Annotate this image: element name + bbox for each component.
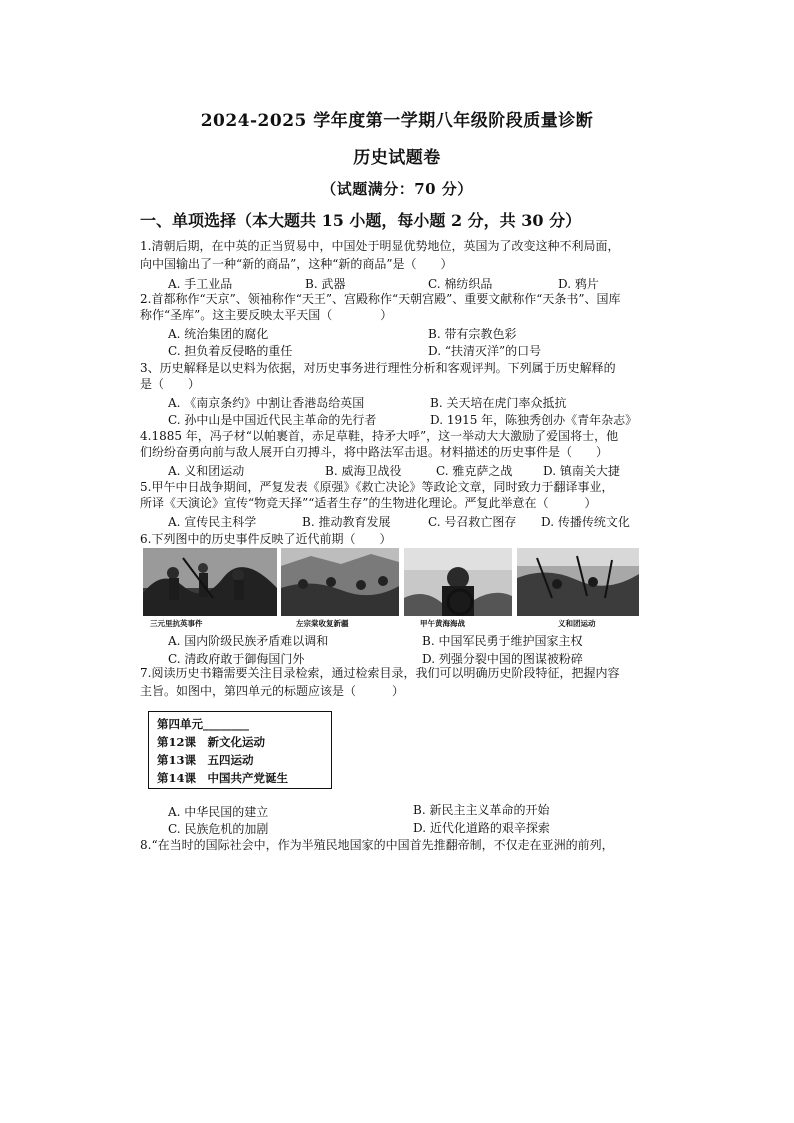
q3-line2: 是（ ） — [140, 377, 201, 391]
q6-option-b: B. 中国军民勇于维护国家主权 — [422, 634, 583, 648]
q6-option-c: C. 清政府敢于御侮国门外 — [168, 652, 305, 666]
caption-yellow-sea: 甲午黄海海战 — [420, 619, 465, 628]
q4-line1: 4.1885 年，冯子材“以帕裹首，赤足草鞋，持矛大呼”，这一举动大大激励了爱国将士，他 — [140, 429, 619, 443]
lesson-13: 第13课 五四运动 — [157, 753, 254, 767]
exam-subject: 历史试题卷 — [353, 148, 441, 168]
photo-zuozongtang — [281, 548, 399, 616]
exam-title: 2024-2025 学年度第一学期八年级阶段质量诊断 — [200, 111, 594, 131]
q4-option-a: A. 义和团运动 — [168, 464, 245, 478]
q7-line1: 7.阅读历史书籍需要关注目录检索，通过检索目录，我们可以明确历史阶段特征，把握内容 — [140, 666, 620, 680]
photo-sanyuanli — [143, 548, 277, 616]
q6-line1: 6.下列图中的历史事件反映了近代前期（ ） — [140, 532, 392, 546]
q5-option-d: D. 传播传统文化 — [541, 515, 630, 529]
q4-line2: 们纷纷奋勇向前与敌人展开白刃搏斗，将中路法军击退。材料描述的历史事件是（ ） — [140, 445, 609, 459]
q5-option-c: C. 号召救亡图存 — [428, 515, 517, 529]
caption-sanyuanli: 三元里抗英事件 — [150, 619, 203, 628]
table-of-contents-box — [148, 711, 332, 789]
q5-line2: 所译《天演论》宣传“物竞天择”“适者生存”的生物进化理论。严复此举意在（ ） — [140, 496, 597, 510]
caption-zuozongtang: 左宗棠收复新疆 — [296, 619, 349, 628]
q5-line1: 5.甲午中日战争期间，严复发表《原强》《救亡决论》等政论文章，同时致力于翻译事业， — [140, 480, 614, 494]
q1-option-c: C. 棉纺织品 — [428, 277, 493, 291]
q4-option-c: C. 雅克萨之战 — [436, 464, 513, 478]
caption-boxer: 义和团运动 — [558, 619, 596, 628]
q1-option-a: A. 手工业品 — [168, 277, 233, 291]
q2-option-d: D. “扶清灭洋”的口号 — [428, 344, 542, 358]
section-heading: 一、单项选择（本大题共 15 小题，每小题 2 分，共 30 分） — [140, 211, 582, 230]
lesson-14: 第14课 中国共产党诞生 — [157, 771, 289, 785]
q1-option-b: B. 武器 — [305, 277, 346, 291]
photo-yellow-sea-battle — [404, 548, 512, 616]
q8-line1: 8.“在当时的国际社会中，作为半殖民地国家的中国首先推翻帝制，不仅走在亚洲的前列， — [140, 838, 614, 852]
q7-option-c: C. 民族危机的加剧 — [168, 822, 269, 836]
q1-line2: 向中国输出了一种“新的商品”，这种“新的商品”是（ ） — [140, 257, 453, 271]
unit-title: 第四单元________ — [157, 717, 249, 731]
score-line: （试题满分：70 分） — [321, 180, 473, 198]
q1-line1: 1.清朝后期，在中英的正当贸易中，中国处于明显优势地位，英国为了改变这种不利局面， — [140, 239, 620, 253]
q4-option-b: B. 威海卫战役 — [325, 464, 402, 478]
q3-option-b: B. 关天培在虎门率众抵抗 — [430, 396, 567, 410]
q7-option-b: B. 新民主主义革命的开始 — [413, 803, 550, 817]
q3-option-a: A. 《南京条约》中割让香港岛给英国 — [168, 396, 365, 410]
q6-option-d: D. 列强分裂中国的图谋被粉碎 — [422, 652, 583, 666]
q2-option-a: A. 统治集团的腐化 — [168, 327, 269, 341]
q6-option-a: A. 国内阶级民族矛盾难以调和 — [168, 634, 329, 648]
lesson-12: 第12课 新文化运动 — [157, 735, 266, 749]
q2-option-c: C. 担负着反侵略的重任 — [168, 344, 293, 358]
q5-option-a: A. 宣传民主科学 — [168, 515, 257, 529]
q5-option-b: B. 推动教育发展 — [302, 515, 391, 529]
q4-option-d: D. 镇南关大捷 — [543, 464, 620, 478]
q7-option-a: A. 中华民国的建立 — [168, 805, 269, 819]
q2-line1: 2.首都称作“天京”、领袖称作“天王”、宫殿称作“天朝宫殿”、重要文献称作“天条书”、国库 — [140, 292, 621, 306]
q3-option-c: C. 孙中山是中国近代民主革命的先行者 — [168, 413, 377, 427]
q2-option-b: B. 带有宗教色彩 — [428, 327, 517, 341]
q1-option-d: D. 鸦片 — [558, 277, 599, 291]
q7-option-d: D. 近代化道路的艰辛探索 — [413, 821, 550, 835]
q3-option-d: D. 1915 年，陈独秀创办《青年杂志》 — [430, 413, 638, 427]
q2-line2: 称作“圣库”。这主要反映太平天国（ ） — [140, 308, 393, 322]
photo-boxer-movement — [517, 548, 639, 616]
q3-line1: 3、历史解释是以史料为依据，对历史事务进行理性分析和客观评判。下列属于历史解释的 — [140, 361, 616, 375]
q7-line2: 主旨。如图中，第四单元的标题应该是（ ） — [140, 684, 405, 698]
